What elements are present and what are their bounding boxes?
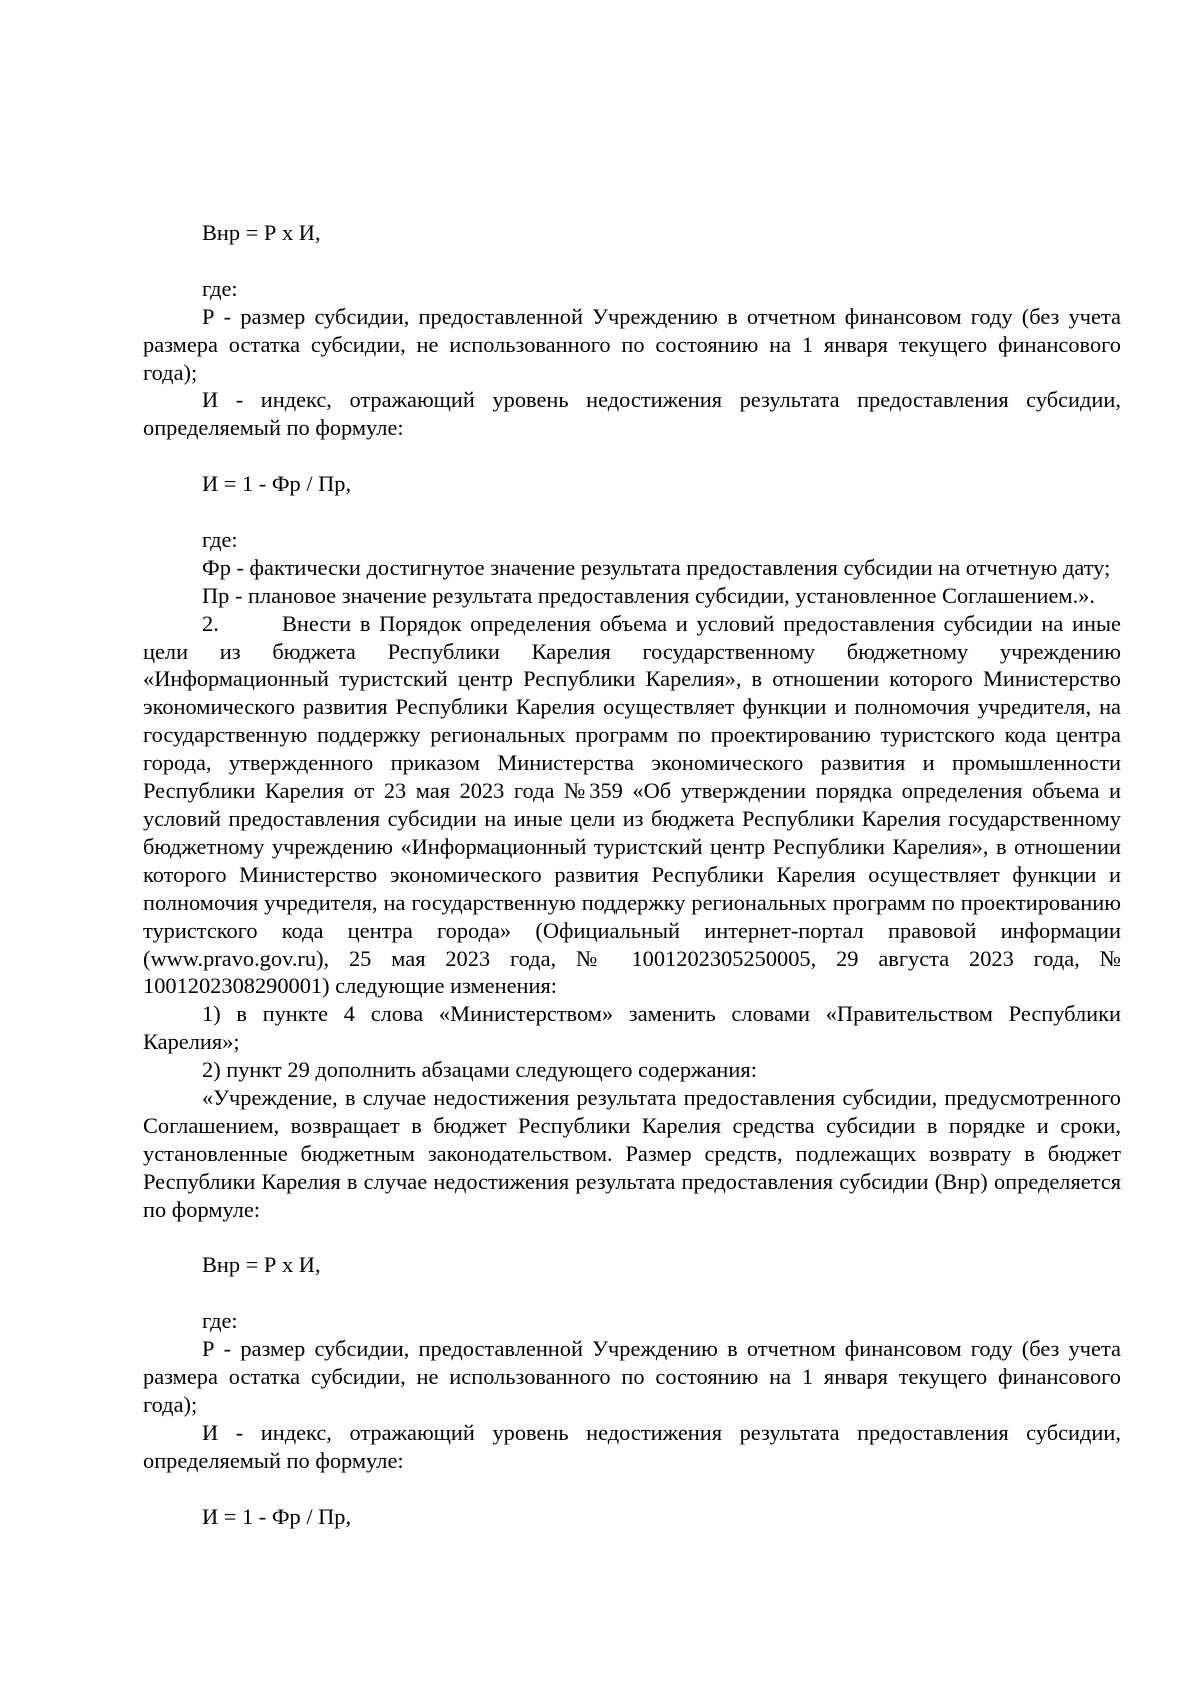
- item-2-paragraph: [143, 610, 1121, 1001]
- spacer: [143, 442, 1121, 470]
- spacer: [143, 1279, 1121, 1307]
- definition-p: Р - размер субсидии, предоставленной Учреждению в отчетном финансовом году (без учета размера остатка субсидии, не использованного по состоянию на 1 января текущего финансового года);: [143, 1336, 1121, 1417]
- definition-p: Р - размер субсидии, предоставленной Учреждению в отчетном финансовом году (без учета размера остатка субсидии, не использованного по состоянию на 1 января текущего финансового года);: [143, 303, 1121, 385]
- subitem-1: 1) в пункте 4 слова «Министерством» заменить словами «Правительством Республики Карелия»;: [143, 1001, 1121, 1055]
- item-2-number: 2.: [202, 610, 219, 636]
- definition-i: И - индекс, отражающий уровень недостижения результата предоставления субсидии, определяемый по формуле:: [143, 1419, 1121, 1473]
- quoted-paragraph: «Учреждение, в случае недостижения результата предоставления субсидии, предусмотренного Соглашением, возвращает в бюджет Республики Карелия средства субсидии в порядке и сроки, установленные бюджетным законодательством. Размер средств, подлежащих возврату в бюджет Республики Карелия в случае недостижения результата предоставления субсидии (Внр) определяется по формуле:: [143, 1085, 1121, 1222]
- spacer: [143, 1475, 1121, 1503]
- definition-i: И - индекс, отражающий уровень недостижения результата предоставления субсидии, определяемый по формуле:: [143, 387, 1121, 441]
- where-label: где:: [202, 1308, 238, 1334]
- formula-vnr: Внр = Р х И,: [202, 1252, 321, 1278]
- where-label: где:: [202, 526, 238, 552]
- spacer: [143, 1224, 1121, 1252]
- document-body: [143, 219, 1121, 1531]
- subitem-2: 2) пункт 29 дополнить абзацами следующего содержания:: [202, 1057, 757, 1083]
- formula-vnr: Внр = Р х И,: [202, 220, 321, 245]
- definition-fr: Фр - фактически достигнутое значение результата предоставления субсидии на отчетную дату;: [202, 554, 1111, 580]
- spacer: [143, 498, 1121, 526]
- where-label: где:: [202, 275, 238, 301]
- definition-pr: Пр - плановое значение результата предоставления субсидии, установленное Соглашением.».: [202, 582, 1095, 608]
- formula-i: И = 1 - Фр / Пр,: [202, 471, 352, 497]
- item-2-text: Внести в Порядок определения объема и условий предоставления субсидии на иные цели из бюджета Республики Карелия государственному бюджетному учреждению «Информационный туристский центр Республики Карелия», в отношении которого Министерство экономического развития Республики Карелия осуществляет функции и полномочия учредителя, на государственную поддержку региональных программ по проектированию туристского кода центра города, утвержденного приказом Министерства экономического развития и промышленности Республики Карелия от 23 мая 2023 года №359 «Об утверждении порядка определения объема и условий предоставления субсидии на иные цели из бюджета Республики Карелия государственному бюджетному учреждению «Информационный туристский центр Республики Карелия», в отношении которого Министерство экономического развития Республики Карелия осуществляет функции и полномочия учредителя, на государственную поддержку региональных программ по проектированию туристского кода центра города» (Официальный интернет-портал правовой информации (www.pravo.gov.ru), 25 мая 2023 года, № 1001202305250005, 29 августа 2023 года, № 1001202308290001) следующие изменения:: [143, 610, 1121, 999]
- formula-i: И = 1 - Фр / Пр,: [202, 1503, 352, 1529]
- spacer: [143, 247, 1121, 275]
